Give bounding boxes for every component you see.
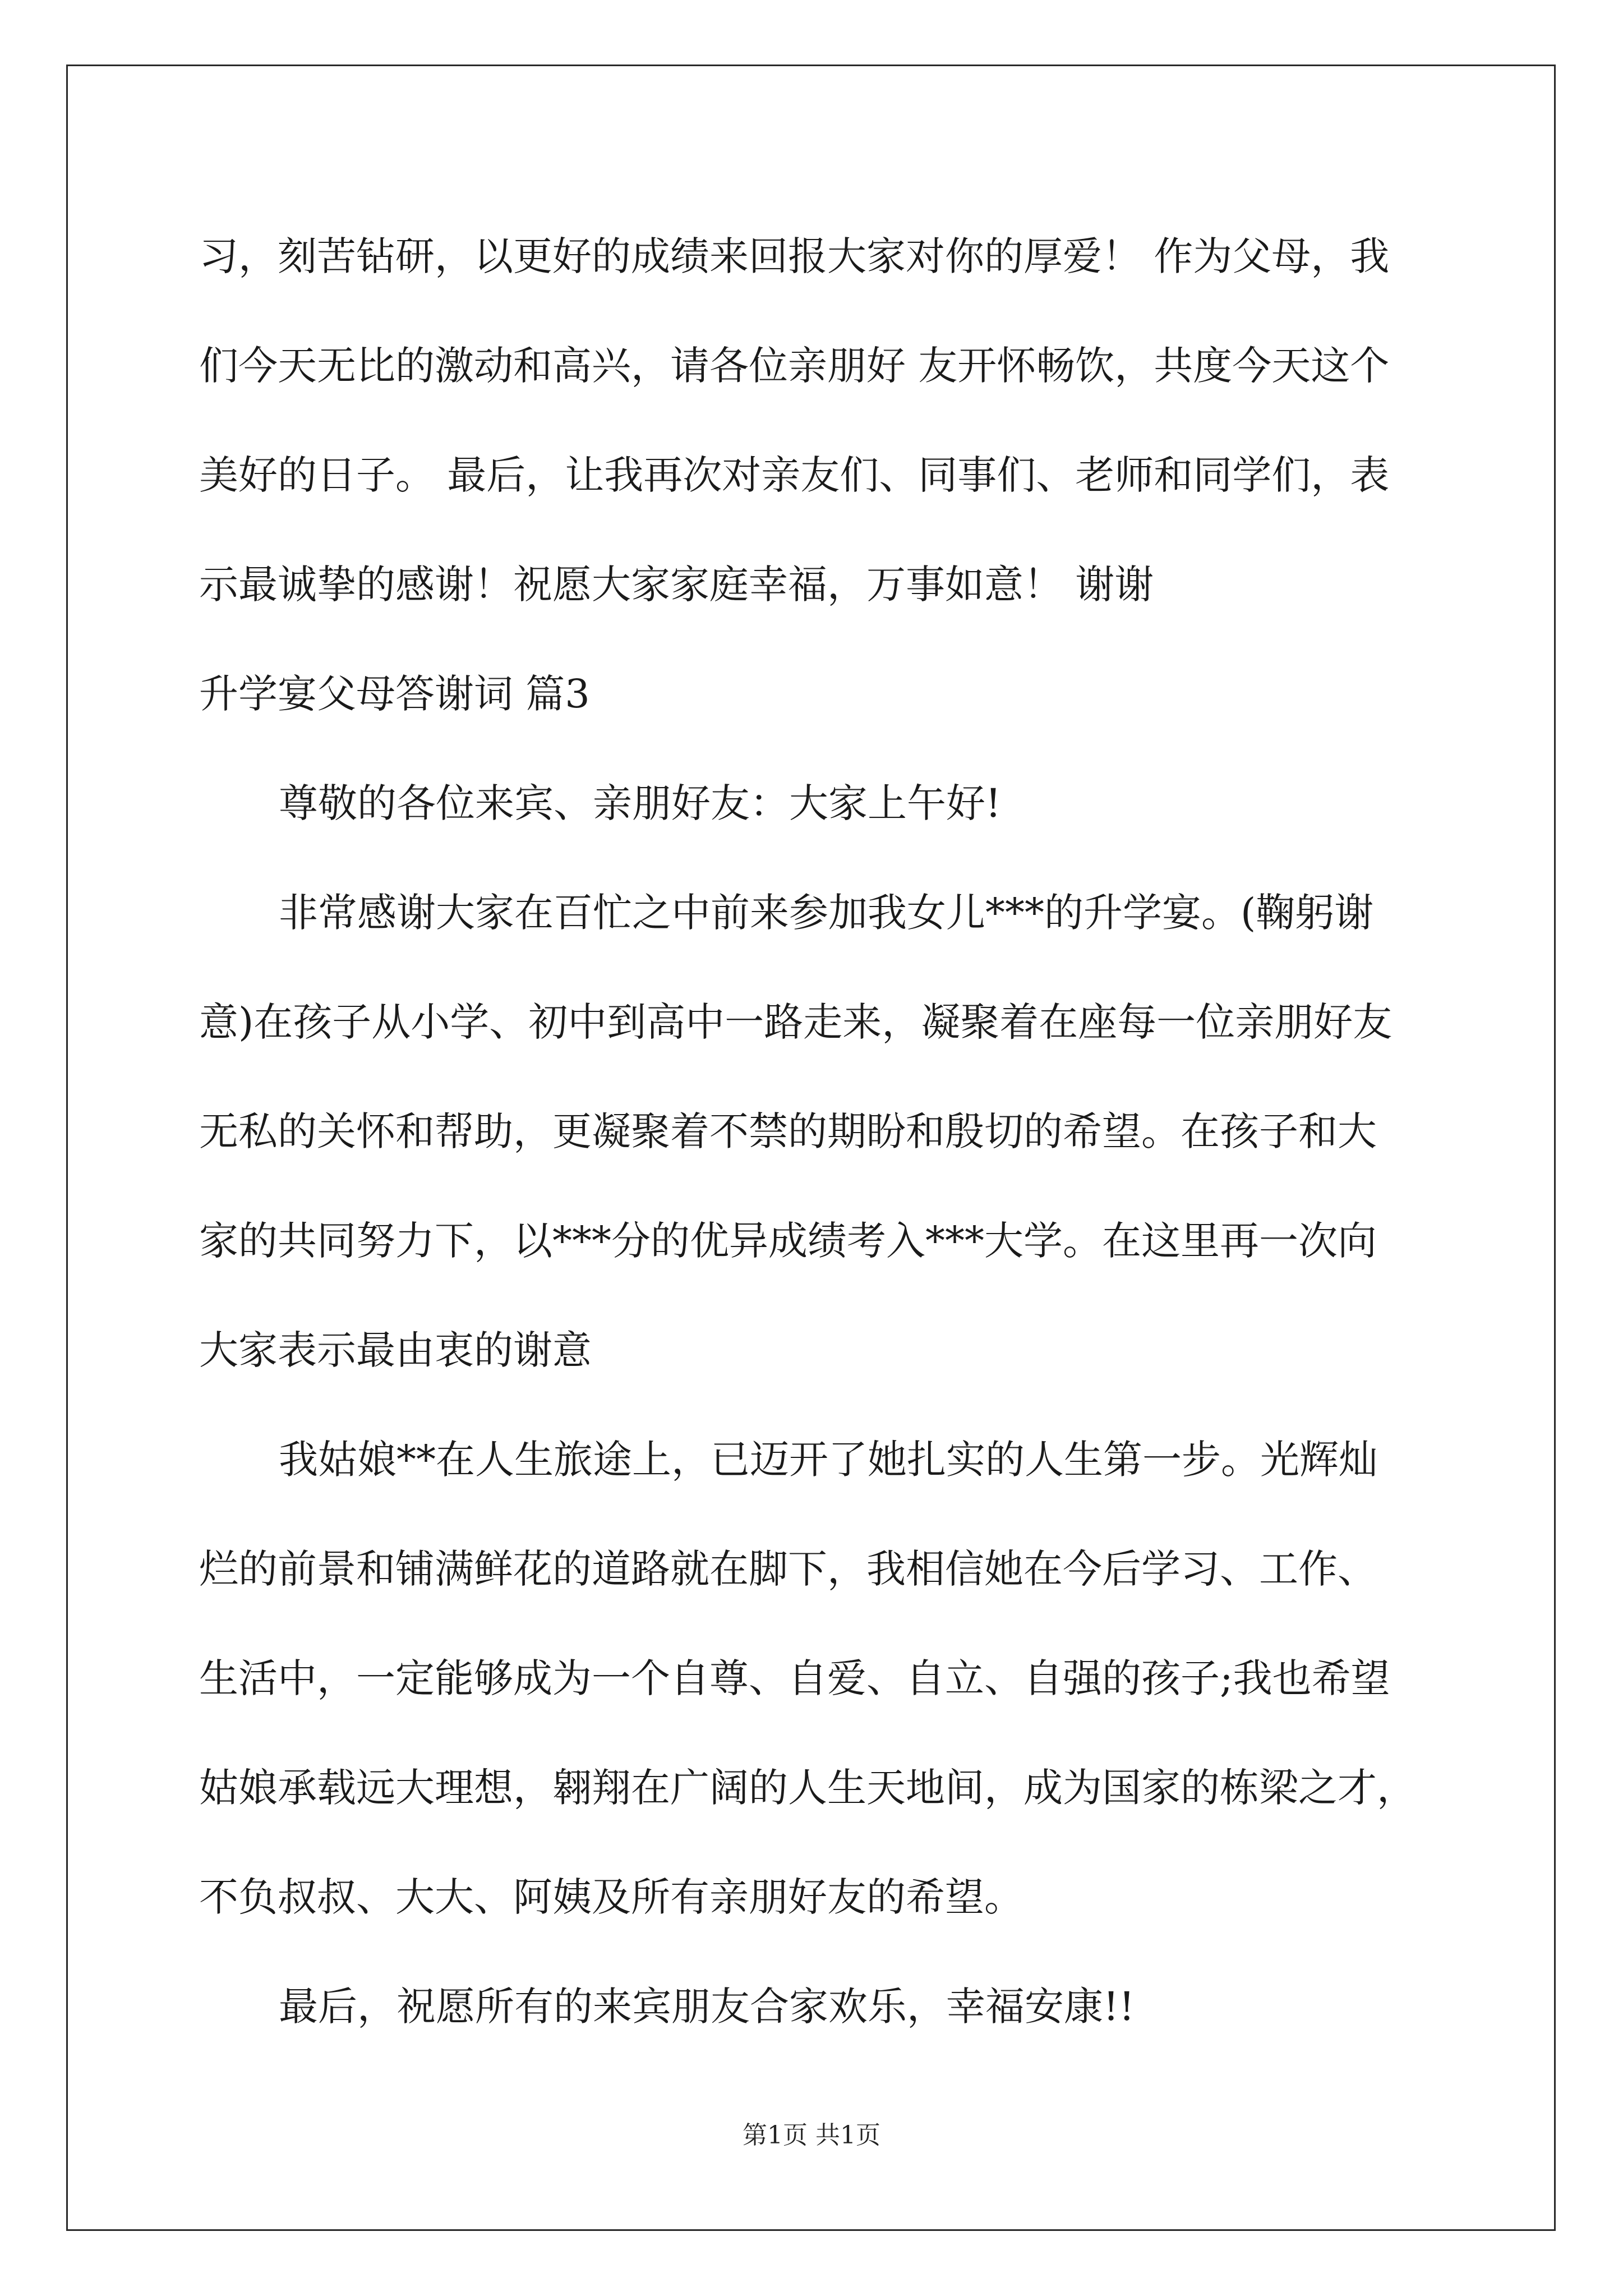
paragraph-line: 非常感谢大家在百忙之中前来参加我女儿***的升学宴。(鞠躬谢 [279,890,1374,936]
paragraph-line: 我姑娘**在人生旅途上，已迈开了她扎实的人生第一步。光辉灿 [279,1437,1378,1483]
page-footer: 第1页 共1页 [743,2121,880,2150]
paragraph-line: 意)在孩子从小学、初中到高中一路走来，凝聚着在座每一位亲朋好友 [199,999,1393,1045]
document-body [199,202,1444,2062]
section-heading: 升学宴父母答谢词 篇3 [199,671,590,717]
paragraph-line: 生活中，一定能够成为一个自尊、自爱、自立、自强的孩子;我也希望 [199,1655,1390,1701]
paragraph-line: 们今天无比的激动和高兴，请各位亲朋好 友开怀畅饮，共度今天这个 [199,343,1390,389]
paragraph-line: 最后，祝愿所有的来宾朋友合家欢乐，幸福安康!! [279,1984,1135,2030]
paragraph-line: 烂的前景和铺满鲜花的道路就在脚下，我相信她在今后学习、工作、 [199,1546,1377,1592]
paragraph-line: 不负叔叔、大大、阿姨及所有亲朋好友的希望。 [199,1874,1023,1920]
paragraph-line: 习，刻苦钻研，以更好的成绩来回报大家对你的厚爱！ 作为父母，我 [199,233,1390,279]
paragraph-line: 大家表示最由衷的谢意 [199,1327,592,1373]
paragraph-line: 家的共同努力下，以***分的优异成绩考入***大学。在这里再一次向 [199,1218,1377,1264]
paragraph-line: 美好的日子。 最后，让我再次对亲友们、同事们、老师和同学们，表 [199,452,1390,498]
paragraph-line: 无私的关怀和帮助，更凝聚着不禁的期盼和殷切的希望。在孩子和大 [199,1108,1377,1154]
paragraph-line: 尊敬的各位来宾、亲朋好友：大家上午好! [279,780,1002,826]
paragraph-line: 姑娘承载远大理想，翱翔在广阔的人生天地间，成为国家的栋梁之才， [199,1765,1416,1811]
paragraph-line: 示最诚挚的感谢！祝愿大家家庭幸福，万事如意！ 谢谢 [199,562,1154,608]
